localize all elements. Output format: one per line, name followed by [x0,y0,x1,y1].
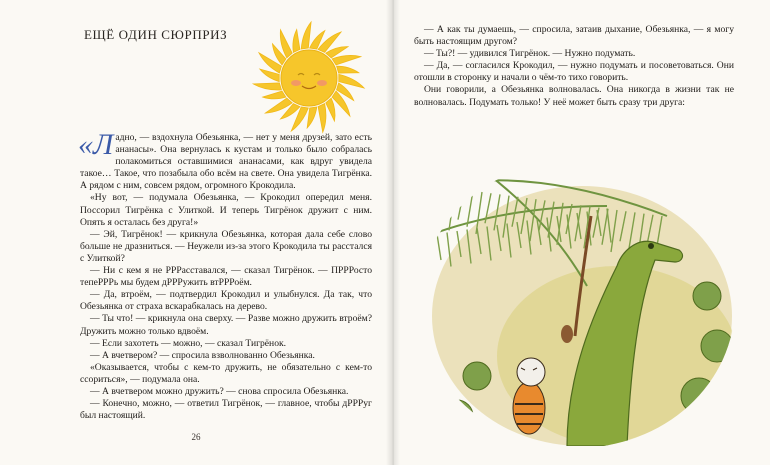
paragraph: «Оказывается, чтобы с кем-то дружить, не обязательно с кем-то ссориться», — подумала она. [80,361,372,385]
paragraph: Они говорили, а Обезьянка волновалась. Она никогда в жизни так не волновалась. Подумать только! У неё может быть сразу три друга: [414,84,734,108]
page-number: 26 [191,432,201,442]
paragraph: «Ну вот, — подумала Обезьянка, — Крокодил опередил меня. Поссорил Тигрёнка с Улиткой. И теперь Тигрёнок дружит с ним. Опять я осталась без друга!» [80,192,372,228]
frond-leaflet [431,186,437,216]
paragraph: — Ты?! — удивился Тигрёнок. — Нужно подумать. [424,48,636,60]
paragraph: — Ты что! — крикнула она сверху. — Разве можно дружить втроём? Дружить можно только вдвоём. [80,313,372,337]
left-page-text [78,128,372,422]
sun-ray [253,83,281,90]
paragraph: — Да, втроём, — подтвердил Крокодил и улыбнулся. Да так, что Обезьянка от страха вскарабкалась на дерево. [80,289,372,313]
sun-ray [280,30,292,58]
sun-ray [332,55,361,65]
paragraph: — Конечно, можно, — ответил Тигрёнок, — главное, чтобы дРРРуг был настоящий. [80,398,372,422]
sun-ray [263,91,286,99]
sun-ray [337,66,359,73]
sun-ray [318,104,326,133]
chapter-title: ЕЩЁ ОДИН СЮРПРИЗ [84,27,228,42]
paragraph: — Если захотеть — можно, — сказал Тигрёнок. [90,337,287,349]
sun-ray [307,107,317,128]
paragraph: — А как ты думаешь, — спросила, затаив дыхание, Обезьянка, — я могу быть настоящим другом? [414,24,734,48]
paragraph: — Эй, Тигрёнок! — крикнула Обезьянка, которая дала себе слово больше не дразниться. — Неужели из-за этого Крокодила ты расстался с Улиткой? [80,228,372,264]
frond-leaflet [440,187,446,223]
sun-ray [301,22,311,49]
paragraph: — Ни с кем я не РРРасставался, — сказал Тигрёнок. — ПРРРосто тепеРРРь мы будем дРРРужить втРРРоём. [80,265,372,289]
jungle-illustration [417,146,737,446]
paragraph: — А вчетвером можно дружить? — снова спросила Обезьянка. [90,385,349,397]
right-page [392,0,770,465]
sun-ray [293,30,300,53]
paragraph: «Ладно, — вздохнула Обезьянка, — нет у меня друзей, зато есть ананасы». Она вернулась к кустам и только было собралась полакомиться оставшимися ананасами, как вдруг увидела такое… Такое, что позабыла обо всём на свете. Она увидела Тигрёнка. А рядом с ним, совсем рядом, огромного Крокодила. [78,128,372,192]
right-page-text [414,24,734,109]
sun-ray [326,98,335,121]
paragraph: — Да, — согласился Крокодил, — нужно подумать и посоветоваться. Они отошли в сторонку и начали о чём-то тихо говорить. [414,60,734,84]
dropcap: «Л [78,128,114,161]
tiger [513,358,545,434]
paragraph: — А вчетвером? — спросила взволнованно Обезьянка. [90,349,315,361]
sun-illustration [248,20,370,136]
